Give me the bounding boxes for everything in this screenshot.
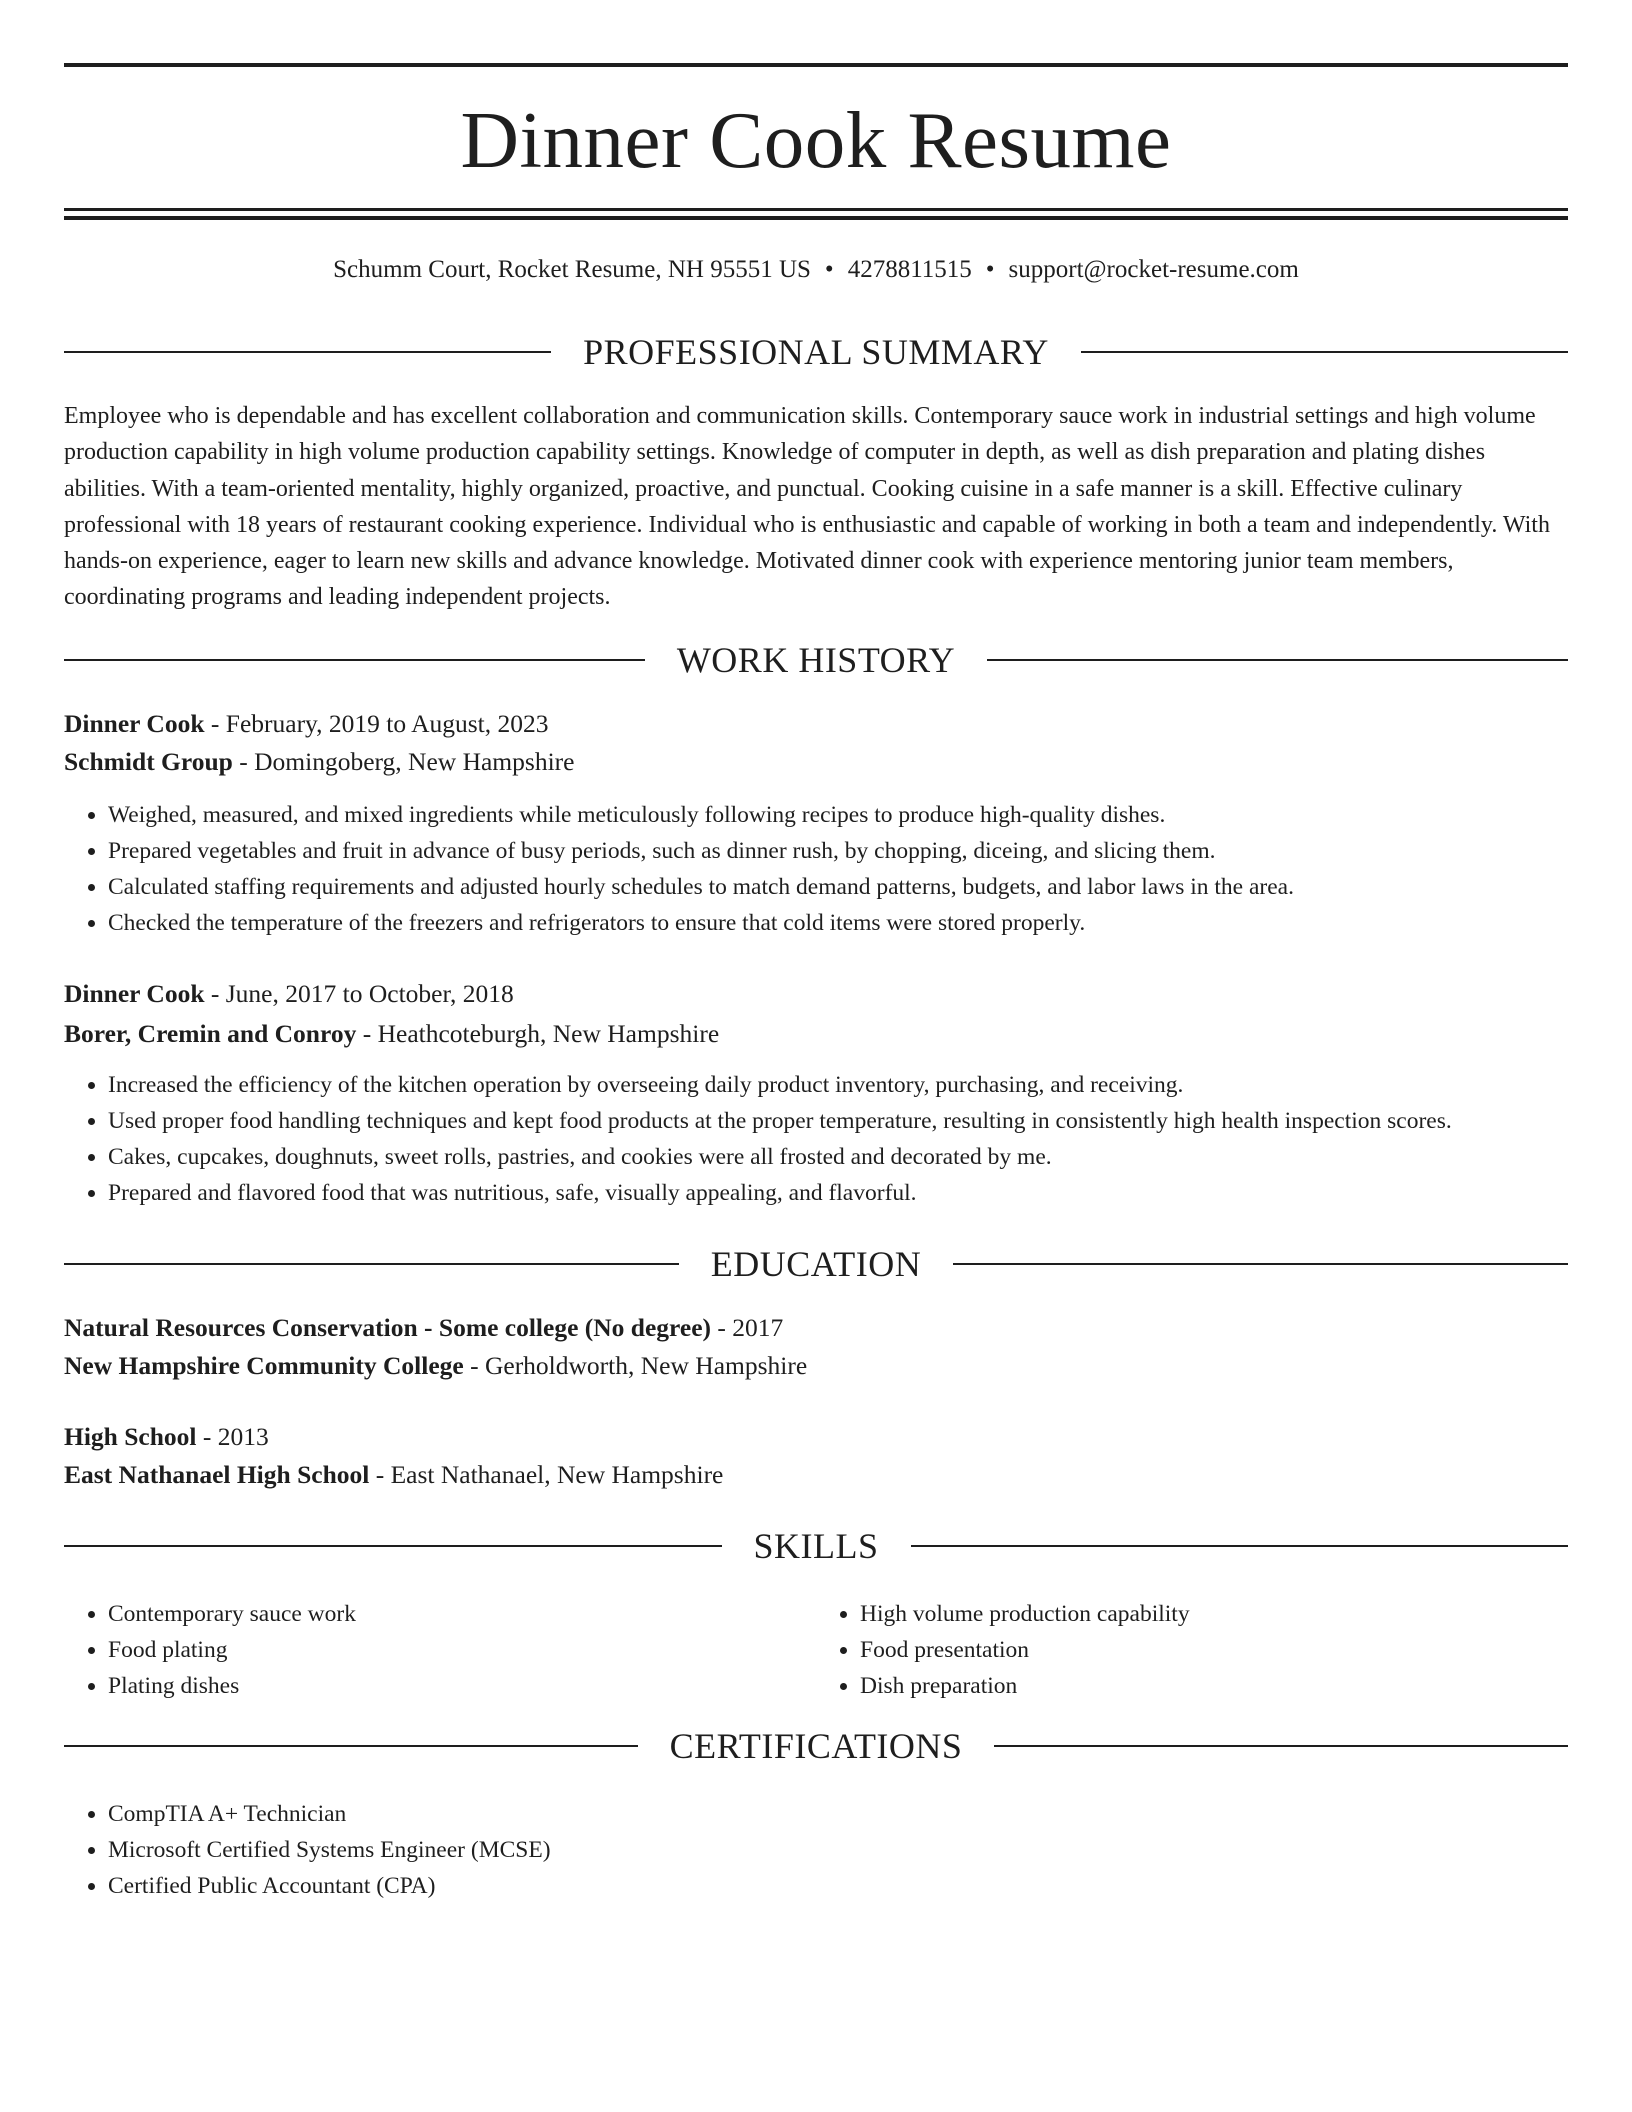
contact-line [64, 254, 1568, 286]
title-rule-lower [64, 216, 1568, 220]
divider [1081, 351, 1568, 353]
education-location: - East Nathanael, New Hampshire [369, 1460, 724, 1489]
job-dates: - February, 2019 to August, 2023 [204, 709, 549, 738]
list-item: • Prepared and flavored food that was nutritious, safe, visually appealing, and flavorful. [108, 1175, 1568, 1211]
education-school-line [64, 1350, 807, 1382]
education-school: New Hampshire Community College [64, 1351, 464, 1380]
skills-list-right [816, 1596, 1568, 1704]
job-company: Schmidt Group [64, 747, 233, 776]
education-school: East Nathanael High School [64, 1460, 370, 1489]
list-item: • Weighed, measured, and mixed ingredients while meticulously following recipes to produce high-quality dishes. [108, 797, 1568, 833]
list-item: • Certified Public Accountant (CPA) [108, 1868, 1568, 1904]
education-degree-line [64, 1421, 269, 1453]
education-degree: High School [64, 1422, 197, 1451]
education-degree-line [64, 1312, 783, 1344]
job-title: Dinner Cook [64, 979, 205, 1008]
job-bullets [64, 1067, 1568, 1211]
certifications-heading [64, 1724, 1568, 1768]
list-item: • Plating dishes [108, 1668, 816, 1704]
divider [911, 1545, 1569, 1547]
divider [64, 659, 645, 661]
job-title-line [64, 978, 514, 1010]
contact-address: Schumm Court, Rocket Resume, NH 95551 US [333, 256, 811, 283]
list-item: • Microsoft Certified Systems Engineer (MCSE) [108, 1832, 1568, 1868]
education-heading [64, 1242, 1568, 1286]
section-title: SKILLS [753, 1526, 879, 1566]
education-year: - 2017 [711, 1313, 784, 1342]
list-item: • Calculated staffing requirements and adjusted hourly schedules to match demand patterns, budgets, and labor laws in the area. [108, 869, 1568, 905]
list-item: • Used proper food handling techniques and kept food products at the proper temperature, resulting in consistently high health inspection scores. [108, 1103, 1568, 1139]
education-location: - Gerholdworth, New Hampshire [463, 1351, 808, 1380]
skills-columns [64, 1596, 1568, 1704]
job-company-line [64, 1018, 719, 1050]
job-title: Dinner Cook [64, 709, 205, 738]
education-year: - 2013 [196, 1422, 269, 1451]
list-item: • Contemporary sauce work [108, 1596, 816, 1632]
job-location: - Heathcoteburgh, New Hampshire [356, 1019, 720, 1048]
skills-heading [64, 1524, 1568, 1568]
divider [953, 1263, 1568, 1265]
section-title: EDUCATION [710, 1244, 922, 1284]
list-item: • Food plating [108, 1632, 816, 1668]
summary-text: Employee who is dependable and has excellent collaboration and communication skills. Contemporary sauce work in industrial settings and high volume production capability in high volume production capability settings. Knowledge of computer in depth, as well as dish preparation and plating dishes abilities. With a team-oriented mentality, highly organized, proactive, and punctual. Cooking cuisine in a safe manner is a skill. Effective culinary professional with 18 years of restaurant cooking experience. Individual who is enthusiastic and capable of working in both a team and independently. With hands-on experience, eager to learn new skills and advance knowledge. Motivated dinner cook with experience mentoring junior team members, coordinating programs and leading independent projects. [64, 403, 1550, 611]
job-location: - Domingoberg, New Hampshire [232, 747, 575, 776]
divider [64, 1263, 679, 1265]
job-bullets [64, 797, 1568, 941]
summary-heading [64, 330, 1568, 374]
title-rule-upper [64, 208, 1568, 211]
divider [64, 351, 551, 353]
section-title: PROFESSIONAL SUMMARY [583, 332, 1049, 372]
work-history-heading [64, 638, 1568, 682]
job-dates: - June, 2017 to October, 2018 [204, 979, 514, 1008]
section-title: CERTIFICATIONS [669, 1726, 963, 1766]
list-item: • Dish preparation [860, 1668, 1568, 1704]
certifications-list [64, 1796, 1568, 1904]
skills-list-left [64, 1596, 816, 1704]
section-title: WORK HISTORY [676, 640, 956, 680]
divider [64, 1545, 722, 1547]
list-item: • Cakes, cupcakes, doughnuts, sweet rolls, pastries, and cookies were all frosted and decorated by me. [108, 1139, 1568, 1175]
list-item: • Food presentation [860, 1632, 1568, 1668]
divider [987, 659, 1568, 661]
list-item: • CompTIA A+ Technician [108, 1796, 1568, 1832]
job-company: Borer, Cremin and Conroy [64, 1019, 357, 1048]
contact-separator: • [985, 256, 995, 283]
list-item: • Increased the efficiency of the kitchen operation by overseeing daily product inventory, purchasing, and receiving. [108, 1067, 1568, 1103]
education-school-line [64, 1459, 723, 1491]
job-company-line [64, 746, 574, 778]
job-title-line [64, 708, 549, 740]
list-item: • Checked the temperature of the freezers and refrigerators to ensure that cold items were stored properly. [108, 905, 1568, 941]
divider [64, 1745, 638, 1747]
contact-phone: 4278811515 [847, 256, 972, 283]
contact-email: support@rocket-resume.com [1008, 256, 1299, 283]
resume-title: Dinner Cook Resume [460, 95, 1172, 185]
list-item: • Prepared vegetables and fruit in advance of busy periods, such as dinner rush, by chopping, diceing, and slicing them. [108, 833, 1568, 869]
contact-separator: • [824, 256, 834, 283]
education-degree: Natural Resources Conservation - Some college (No degree) [64, 1313, 712, 1342]
top-rule [64, 63, 1568, 67]
divider [994, 1745, 1568, 1747]
list-item: • High volume production capability [860, 1596, 1568, 1632]
